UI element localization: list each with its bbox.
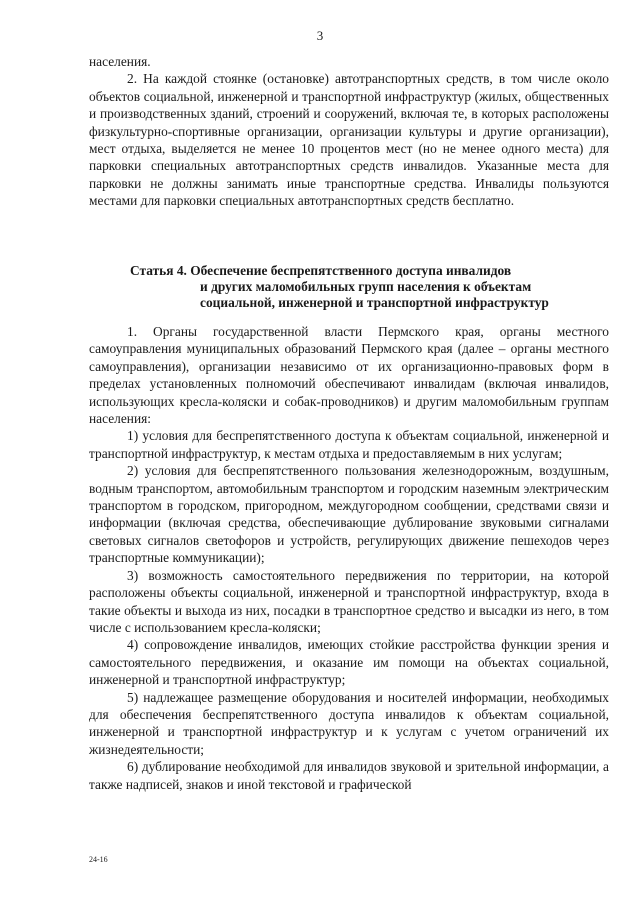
continuation-text: населения. bbox=[89, 54, 151, 69]
paragraph-2: 2. На каждой стоянке (остановке) автотранспортных средств, в том числе около объектов социальной, инженерной и транспортной инфраструктур (жилых, общественных и производственных зданий, строений и сооружений, включая те, в которых расположены физкультурно-спортивные организации, организации культуры и другие организации), мест отдыха, выделяется не менее 10 процентов мест (но не менее одного места) для парковки специальных автотранспортных средств инвалидов. Указанные места для парковки не должны занимать иные транспортные средства. Инвалиды пользуются местами для парковки специальных автотранспортных средств бесплатно. bbox=[89, 71, 609, 209]
list-item: 3) возможность самостоятельного передвижения по территории, на которой расположены объекты социальной, инженерной и транспортной инфраструктур, входа в такие объекты и выхода из них, посадки в транспортное средство и высадки из него, в том числе с использованием кресла-коляски; bbox=[89, 567, 609, 635]
article-heading bbox=[130, 263, 610, 311]
top-text-block bbox=[89, 53, 609, 210]
list-item: 1) условия для беспрепятственного доступа к объектам социальной, инженерной и транспортной инфраструктур, к местам отдыха и предоставляемым в них услугам; bbox=[89, 428, 609, 461]
article-heading-line-3: социальной, инженерной и транспортной инфраструктур bbox=[200, 295, 549, 310]
list-item: 4) сопровождение инвалидов, имеющих стойкие расстройства функции зрения и самостоятельного передвижения, и оказание им помощи на объектах социальной, инженерной и транспортной инфраструктур; bbox=[89, 637, 609, 688]
list-item: 2) условия для беспрепятственного пользования железнодорожным, воздушным, водным транспортом, автомобильным транспортом и городским наземным электрическим транспортом в городском, пригородном, междугородном сообщении, средствами связи и информации (включая средства, обеспечивающие дублирование звуковыми сигналами световых сигналов светофоров и устройств, регулирующих движение пешеходов через транспортные коммуникации); bbox=[89, 463, 609, 566]
page-number: 3 bbox=[316, 28, 324, 43]
list-item: 5) надлежащее размещение оборудования и носителей информации, необходимых для обеспечения беспрепятственного доступа инвалидов к объектам социальной, инженерной и транспортной инфраструктур и к услугам с учетом ограничений их жизнедеятельности; bbox=[89, 689, 609, 757]
list-item: 6) дублирование необходимой для инвалидов звуковой и зрительной информации, а также надписей, знаков и иной текстовой и графической bbox=[89, 759, 609, 792]
article-body bbox=[89, 323, 609, 793]
article-heading-line-2: и других маломобильных групп населения к объектам bbox=[200, 279, 532, 294]
article-heading-line-1: Статья 4. Обеспечение беспрепятственного доступа инвалидов bbox=[130, 263, 512, 278]
article-intro: 1. Органы государственной власти Пермского края, органы местного самоуправления муниципальных образований Пермского края (далее – органы местного самоуправления), организации независимо от их организационно-правовых форм в пределах установленных полномочий обеспечивают инвалидам (включая инвалидов, использующих кресла-коляски и собак-проводников) и другим маломобильным группам населения: bbox=[89, 324, 609, 427]
footer-code: 24-16 bbox=[89, 855, 108, 864]
